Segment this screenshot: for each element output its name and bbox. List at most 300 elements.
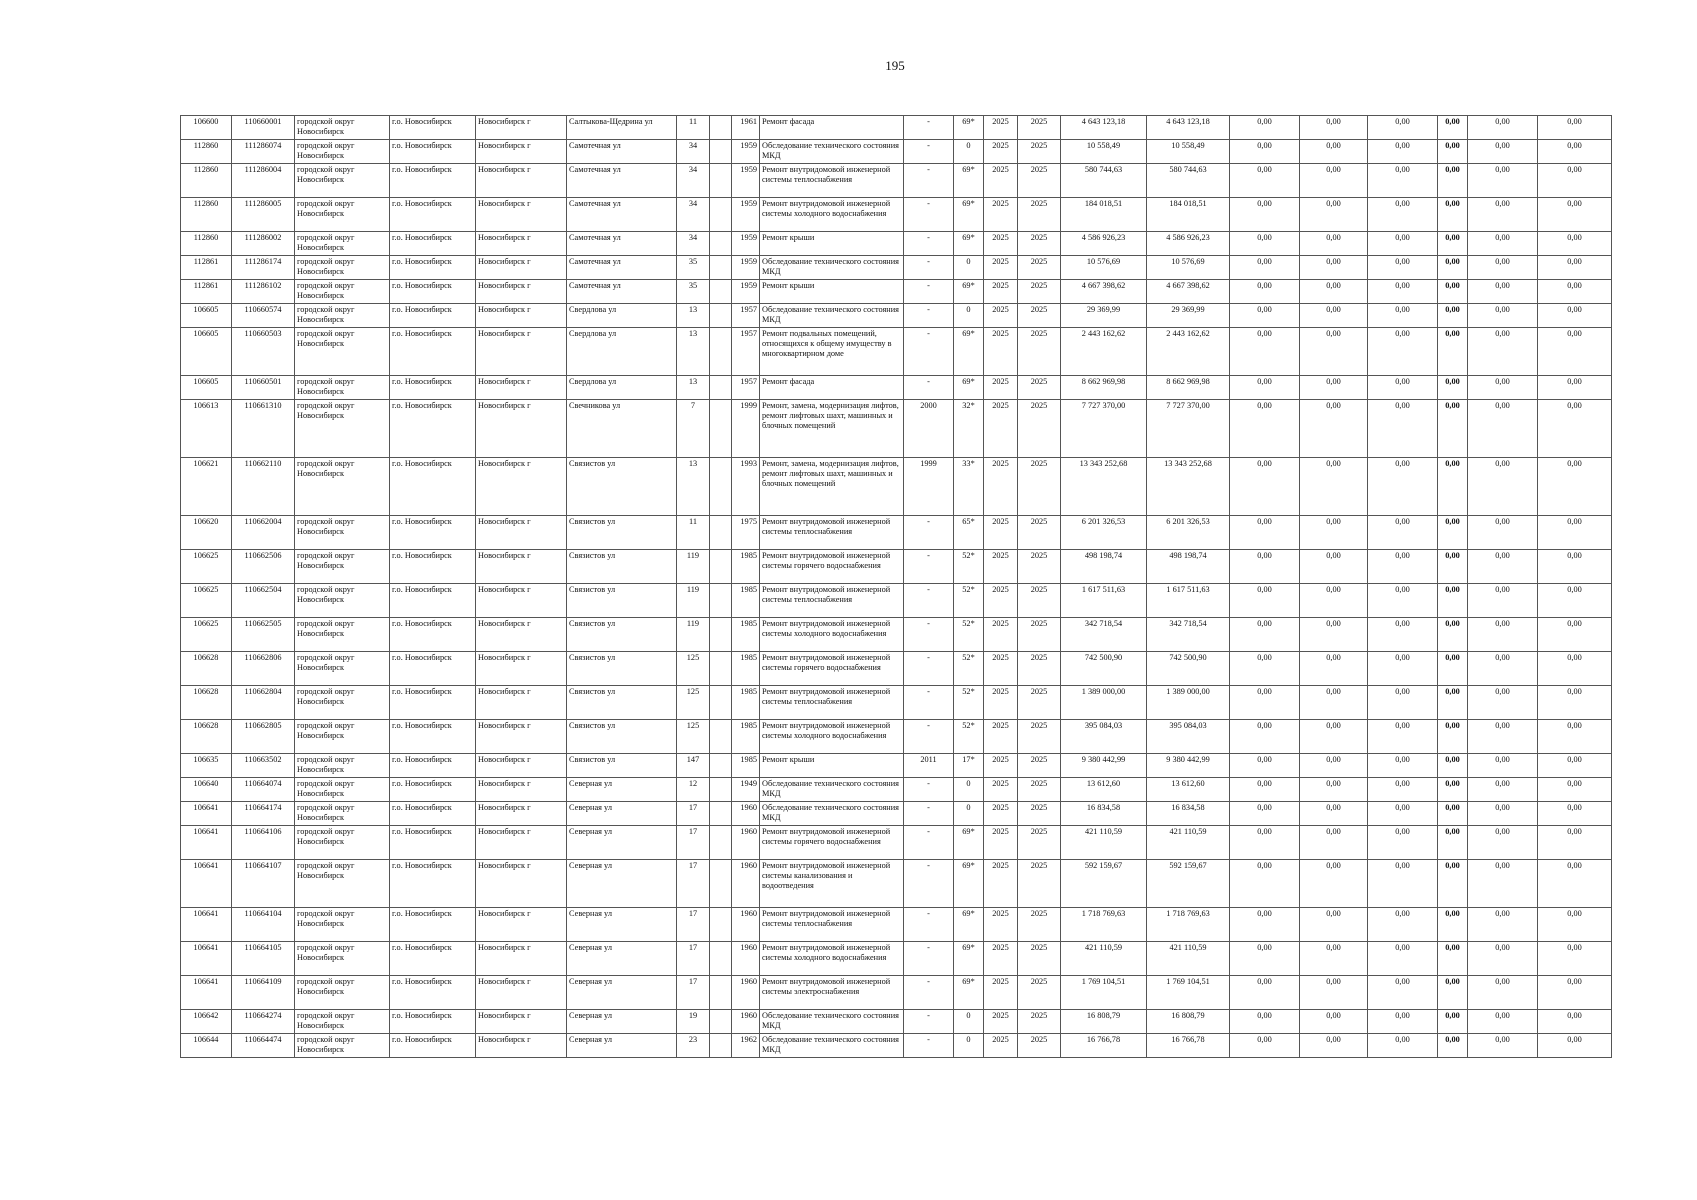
- cell-plan-year-end: 2025: [1018, 376, 1061, 400]
- cell-cost-col-5: 0,00: [1468, 164, 1538, 198]
- cell-house-id: 106628: [181, 686, 232, 720]
- cell-total-cost: 2 443 162,62: [1061, 328, 1147, 376]
- cell-cost-col-4: 0,00: [1438, 754, 1468, 778]
- cell-cost-col-5: 0,00: [1468, 516, 1538, 550]
- cell-municipal-district: городской округ Новосибирск: [295, 328, 390, 376]
- cell-house-number: 34: [677, 164, 710, 198]
- cell-total-cost: 342 718,54: [1061, 618, 1147, 652]
- cell-work-id: 110664107: [232, 860, 295, 908]
- cell-fund-cost: 16 766,78: [1147, 1034, 1230, 1058]
- cell-last-repair-year: -: [904, 942, 954, 976]
- cell-fund-cost: 342 718,54: [1147, 618, 1230, 652]
- cell-street: Северная ул: [567, 826, 677, 860]
- cell-work-type: Ремонт внутридомовой инженерной системы горячего водоснабжения: [760, 550, 904, 584]
- cell-building: [710, 256, 732, 280]
- cell-city: Новосибирск г: [476, 686, 567, 720]
- cell-municipal-district: городской округ Новосибирск: [295, 584, 390, 618]
- cell-cost-col-6: 0,00: [1538, 458, 1612, 516]
- cell-building: [710, 280, 732, 304]
- cell-house-number: 125: [677, 686, 710, 720]
- cell-build-year: 1985: [732, 652, 760, 686]
- cell-work-type: Ремонт внутридомовой инженерной системы теплоснабжения: [760, 516, 904, 550]
- cell-cost-col-4: 0,00: [1438, 400, 1468, 458]
- cell-work-type: Обследование технического состояния МКД: [760, 1010, 904, 1034]
- cell-cost-col-6: 0,00: [1538, 942, 1612, 976]
- cell-cost-col-3: 0,00: [1368, 908, 1438, 942]
- cell-last-repair-year: -: [904, 1034, 954, 1058]
- table-row: [181, 140, 1612, 164]
- cell-cost-col-1: 0,00: [1230, 550, 1300, 584]
- cell-work-id: 110662805: [232, 720, 295, 754]
- cell-cost-col-2: 0,00: [1300, 116, 1368, 140]
- cell-total-cost: 592 159,67: [1061, 860, 1147, 908]
- cell-total-cost: 6 201 326,53: [1061, 516, 1147, 550]
- cell-cost-col-1: 0,00: [1230, 376, 1300, 400]
- cell-building: [710, 686, 732, 720]
- cell-street: Северная ул: [567, 976, 677, 1010]
- table-row: [181, 618, 1612, 652]
- cell-municipal-district: городской округ Новосибирск: [295, 550, 390, 584]
- cell-cost-col-4: 0,00: [1438, 1010, 1468, 1034]
- cell-last-repair-year: -: [904, 1010, 954, 1034]
- cell-fund-cost: 580 744,63: [1147, 164, 1230, 198]
- cell-settlement: г.о. Новосибирск: [390, 256, 476, 280]
- cell-settlement: г.о. Новосибирск: [390, 550, 476, 584]
- cell-last-repair-year: -: [904, 652, 954, 686]
- cell-cost-col-5: 0,00: [1468, 140, 1538, 164]
- cell-cost-col-4: 0,00: [1438, 458, 1468, 516]
- cell-work-type: Ремонт фасада: [760, 376, 904, 400]
- cell-build-year: 1993: [732, 458, 760, 516]
- table-row: [181, 720, 1612, 754]
- cell-cost-col-3: 0,00: [1368, 686, 1438, 720]
- cell-house-id: 106641: [181, 976, 232, 1010]
- cell-work-id: 110661310: [232, 400, 295, 458]
- cell-cost-col-4: 0,00: [1438, 116, 1468, 140]
- cell-fund-cost: 10 558,49: [1147, 140, 1230, 164]
- cell-build-year: 1959: [732, 256, 760, 280]
- cell-street: Северная ул: [567, 1010, 677, 1034]
- cell-cost-col-3: 0,00: [1368, 652, 1438, 686]
- cell-total-cost: 4 643 123,18: [1061, 116, 1147, 140]
- cell-cost-col-3: 0,00: [1368, 328, 1438, 376]
- cell-settlement: г.о. Новосибирск: [390, 232, 476, 256]
- cell-settlement: г.о. Новосибирск: [390, 198, 476, 232]
- cell-plan-year-start: 2025: [984, 232, 1018, 256]
- cell-fund-cost: 742 500,90: [1147, 652, 1230, 686]
- cell-cost-col-4: 0,00: [1438, 802, 1468, 826]
- cell-city: Новосибирск г: [476, 140, 567, 164]
- cell-cost-col-6: 0,00: [1538, 198, 1612, 232]
- cell-fund-cost: 16 808,79: [1147, 1010, 1230, 1034]
- cell-wear-percent: 69*: [954, 826, 984, 860]
- cell-total-cost: 184 018,51: [1061, 198, 1147, 232]
- cell-settlement: г.о. Новосибирск: [390, 860, 476, 908]
- table-row: [181, 584, 1612, 618]
- cell-build-year: 1949: [732, 778, 760, 802]
- cell-wear-percent: 69*: [954, 942, 984, 976]
- cell-total-cost: 16 808,79: [1061, 1010, 1147, 1034]
- cell-last-repair-year: -: [904, 140, 954, 164]
- cell-plan-year-start: 2025: [984, 140, 1018, 164]
- cell-settlement: г.о. Новосибирск: [390, 618, 476, 652]
- cell-work-id: 110664106: [232, 826, 295, 860]
- cell-settlement: г.о. Новосибирск: [390, 400, 476, 458]
- cell-house-number: 35: [677, 256, 710, 280]
- cell-cost-col-1: 0,00: [1230, 908, 1300, 942]
- cell-building: [710, 198, 732, 232]
- table-row: [181, 400, 1612, 458]
- cell-settlement: г.о. Новосибирск: [390, 458, 476, 516]
- cell-cost-col-6: 0,00: [1538, 720, 1612, 754]
- cell-cost-col-1: 0,00: [1230, 686, 1300, 720]
- cell-build-year: 1961: [732, 116, 760, 140]
- cell-cost-col-3: 0,00: [1368, 1010, 1438, 1034]
- cell-plan-year-end: 2025: [1018, 328, 1061, 376]
- cell-build-year: 1962: [732, 1034, 760, 1058]
- cell-cost-col-4: 0,00: [1438, 908, 1468, 942]
- cell-house-number: 11: [677, 116, 710, 140]
- cell-municipal-district: городской округ Новосибирск: [295, 164, 390, 198]
- cell-plan-year-start: 2025: [984, 720, 1018, 754]
- cell-municipal-district: городской округ Новосибирск: [295, 778, 390, 802]
- cell-cost-col-1: 0,00: [1230, 280, 1300, 304]
- cell-build-year: 1959: [732, 164, 760, 198]
- cell-street: Самотечная ул: [567, 280, 677, 304]
- cell-plan-year-end: 2025: [1018, 256, 1061, 280]
- cell-house-id: 106628: [181, 652, 232, 686]
- cell-total-cost: 4 586 926,23: [1061, 232, 1147, 256]
- cell-last-repair-year: -: [904, 778, 954, 802]
- table-row: [181, 116, 1612, 140]
- cell-work-type: Обследование технического состояния МКД: [760, 140, 904, 164]
- cell-work-type: Ремонт внутридомовой инженерной системы холодного водоснабжения: [760, 618, 904, 652]
- cell-total-cost: 8 662 969,98: [1061, 376, 1147, 400]
- cell-work-id: 110662505: [232, 618, 295, 652]
- cell-fund-cost: 29 369,99: [1147, 304, 1230, 328]
- table-row: [181, 198, 1612, 232]
- cell-house-number: 13: [677, 328, 710, 376]
- cell-cost-col-1: 0,00: [1230, 400, 1300, 458]
- cell-city: Новосибирск г: [476, 232, 567, 256]
- cell-work-type: Ремонт фасада: [760, 116, 904, 140]
- cell-cost-col-4: 0,00: [1438, 328, 1468, 376]
- cell-fund-cost: 592 159,67: [1147, 860, 1230, 908]
- cell-cost-col-4: 0,00: [1438, 942, 1468, 976]
- cell-municipal-district: городской округ Новосибирск: [295, 618, 390, 652]
- cell-cost-col-1: 0,00: [1230, 584, 1300, 618]
- cell-plan-year-end: 2025: [1018, 778, 1061, 802]
- cell-last-repair-year: -: [904, 198, 954, 232]
- cell-cost-col-5: 0,00: [1468, 256, 1538, 280]
- cell-building: [710, 140, 732, 164]
- cell-house-id: 106641: [181, 908, 232, 942]
- cell-wear-percent: 69*: [954, 116, 984, 140]
- cell-plan-year-start: 2025: [984, 376, 1018, 400]
- cell-wear-percent: 69*: [954, 976, 984, 1010]
- cell-cost-col-1: 0,00: [1230, 256, 1300, 280]
- cell-house-id: 112861: [181, 256, 232, 280]
- cell-cost-col-1: 0,00: [1230, 778, 1300, 802]
- cell-cost-col-2: 0,00: [1300, 400, 1368, 458]
- cell-cost-col-1: 0,00: [1230, 1010, 1300, 1034]
- cell-cost-col-4: 0,00: [1438, 618, 1468, 652]
- cell-plan-year-end: 2025: [1018, 400, 1061, 458]
- cell-building: [710, 376, 732, 400]
- cell-house-id: 112860: [181, 232, 232, 256]
- cell-municipal-district: городской округ Новосибирск: [295, 304, 390, 328]
- cell-plan-year-end: 2025: [1018, 164, 1061, 198]
- cell-settlement: г.о. Новосибирск: [390, 376, 476, 400]
- cell-cost-col-1: 0,00: [1230, 802, 1300, 826]
- cell-wear-percent: 0: [954, 304, 984, 328]
- cell-plan-year-start: 2025: [984, 328, 1018, 376]
- cell-street: Северная ул: [567, 908, 677, 942]
- cell-city: Новосибирск г: [476, 256, 567, 280]
- cell-house-id: 106625: [181, 584, 232, 618]
- cell-city: Новосибирск г: [476, 116, 567, 140]
- table-row: [181, 826, 1612, 860]
- cell-cost-col-5: 0,00: [1468, 1010, 1538, 1034]
- table-row: [181, 942, 1612, 976]
- cell-house-number: 12: [677, 778, 710, 802]
- cell-cost-col-5: 0,00: [1468, 116, 1538, 140]
- cell-build-year: 1985: [732, 550, 760, 584]
- cell-house-id: 112860: [181, 198, 232, 232]
- cell-cost-col-5: 0,00: [1468, 328, 1538, 376]
- cell-cost-col-6: 0,00: [1538, 256, 1612, 280]
- cell-cost-col-6: 0,00: [1538, 618, 1612, 652]
- cell-fund-cost: 7 727 370,00: [1147, 400, 1230, 458]
- cell-street: Связистов ул: [567, 458, 677, 516]
- cell-build-year: 1959: [732, 140, 760, 164]
- cell-cost-col-1: 0,00: [1230, 328, 1300, 376]
- cell-build-year: 1959: [732, 232, 760, 256]
- cell-cost-col-3: 0,00: [1368, 1034, 1438, 1058]
- cell-work-id: 110664104: [232, 908, 295, 942]
- cell-cost-col-3: 0,00: [1368, 198, 1438, 232]
- cell-building: [710, 754, 732, 778]
- cell-cost-col-3: 0,00: [1368, 976, 1438, 1010]
- cell-work-type: Ремонт внутридомовой инженерной системы горячего водоснабжения: [760, 826, 904, 860]
- cell-work-type: Ремонт крыши: [760, 280, 904, 304]
- cell-cost-col-6: 0,00: [1538, 1034, 1612, 1058]
- cell-cost-col-5: 0,00: [1468, 754, 1538, 778]
- cell-cost-col-1: 0,00: [1230, 754, 1300, 778]
- cell-cost-col-6: 0,00: [1538, 976, 1612, 1010]
- table-row: [181, 304, 1612, 328]
- cell-cost-col-1: 0,00: [1230, 140, 1300, 164]
- cell-total-cost: 421 110,59: [1061, 826, 1147, 860]
- cell-house-id: 106621: [181, 458, 232, 516]
- cell-city: Новосибирск г: [476, 942, 567, 976]
- cell-city: Новосибирск г: [476, 304, 567, 328]
- cell-work-id: 110664274: [232, 1010, 295, 1034]
- cell-cost-col-3: 0,00: [1368, 232, 1438, 256]
- cell-total-cost: 13 612,60: [1061, 778, 1147, 802]
- table-row: [181, 976, 1612, 1010]
- cell-work-type: Ремонт внутридомовой инженерной системы холодного водоснабжения: [760, 198, 904, 232]
- cell-settlement: г.о. Новосибирск: [390, 976, 476, 1010]
- cell-work-id: 110662506: [232, 550, 295, 584]
- cell-settlement: г.о. Новосибирск: [390, 516, 476, 550]
- cell-city: Новосибирск г: [476, 778, 567, 802]
- cell-building: [710, 550, 732, 584]
- cell-building: [710, 976, 732, 1010]
- cell-wear-percent: 52*: [954, 720, 984, 754]
- cell-cost-col-4: 0,00: [1438, 376, 1468, 400]
- cell-cost-col-4: 0,00: [1438, 1034, 1468, 1058]
- cell-cost-col-4: 0,00: [1438, 778, 1468, 802]
- cell-cost-col-5: 0,00: [1468, 618, 1538, 652]
- cell-cost-col-5: 0,00: [1468, 942, 1538, 976]
- cell-cost-col-3: 0,00: [1368, 516, 1438, 550]
- cell-wear-percent: 52*: [954, 618, 984, 652]
- cell-house-id: 106635: [181, 754, 232, 778]
- cell-city: Новосибирск г: [476, 860, 567, 908]
- cell-cost-col-1: 0,00: [1230, 164, 1300, 198]
- cell-cost-col-3: 0,00: [1368, 116, 1438, 140]
- cell-work-id: 110660503: [232, 328, 295, 376]
- cell-total-cost: 9 380 442,99: [1061, 754, 1147, 778]
- cell-plan-year-end: 2025: [1018, 802, 1061, 826]
- cell-settlement: г.о. Новосибирск: [390, 1034, 476, 1058]
- cell-cost-col-2: 0,00: [1300, 802, 1368, 826]
- cell-cost-col-2: 0,00: [1300, 140, 1368, 164]
- table-row: [181, 686, 1612, 720]
- cell-fund-cost: 1 718 769,63: [1147, 908, 1230, 942]
- cell-cost-col-2: 0,00: [1300, 516, 1368, 550]
- cell-building: [710, 116, 732, 140]
- cell-city: Новосибирск г: [476, 550, 567, 584]
- cell-cost-col-3: 0,00: [1368, 618, 1438, 652]
- cell-cost-col-2: 0,00: [1300, 826, 1368, 860]
- cell-plan-year-start: 2025: [984, 458, 1018, 516]
- cell-plan-year-start: 2025: [984, 860, 1018, 908]
- cell-plan-year-end: 2025: [1018, 1010, 1061, 1034]
- cell-plan-year-start: 2025: [984, 802, 1018, 826]
- cell-work-type: Ремонт внутридомовой инженерной системы теплоснабжения: [760, 908, 904, 942]
- cell-street: Северная ул: [567, 860, 677, 908]
- cell-work-type: Обследование технического состояния МКД: [760, 304, 904, 328]
- cell-settlement: г.о. Новосибирск: [390, 164, 476, 198]
- cell-cost-col-4: 0,00: [1438, 652, 1468, 686]
- cell-cost-col-6: 0,00: [1538, 304, 1612, 328]
- cell-cost-col-1: 0,00: [1230, 942, 1300, 976]
- cell-plan-year-start: 2025: [984, 652, 1018, 686]
- cell-municipal-district: городской округ Новосибирск: [295, 458, 390, 516]
- cell-cost-col-4: 0,00: [1438, 584, 1468, 618]
- cell-plan-year-end: 2025: [1018, 976, 1061, 1010]
- cell-house-id: 106641: [181, 942, 232, 976]
- cell-total-cost: 1 769 104,51: [1061, 976, 1147, 1010]
- cell-city: Новосибирск г: [476, 908, 567, 942]
- cell-cost-col-2: 0,00: [1300, 618, 1368, 652]
- cell-street: Северная ул: [567, 802, 677, 826]
- cell-work-id: 110662804: [232, 686, 295, 720]
- table-row: [181, 458, 1612, 516]
- cell-plan-year-start: 2025: [984, 164, 1018, 198]
- cell-total-cost: 1 389 000,00: [1061, 686, 1147, 720]
- cell-house-number: 119: [677, 550, 710, 584]
- cell-build-year: 1960: [732, 942, 760, 976]
- cell-last-repair-year: -: [904, 232, 954, 256]
- cell-cost-col-5: 0,00: [1468, 198, 1538, 232]
- cell-cost-col-1: 0,00: [1230, 652, 1300, 686]
- cell-total-cost: 13 343 252,68: [1061, 458, 1147, 516]
- cell-building: [710, 1010, 732, 1034]
- cell-municipal-district: городской округ Новосибирск: [295, 400, 390, 458]
- cell-total-cost: 16 834,58: [1061, 802, 1147, 826]
- cell-cost-col-1: 0,00: [1230, 516, 1300, 550]
- cell-house-number: 34: [677, 198, 710, 232]
- cell-cost-col-3: 0,00: [1368, 164, 1438, 198]
- cell-city: Новосибирск г: [476, 376, 567, 400]
- cell-cost-col-4: 0,00: [1438, 550, 1468, 584]
- table-row: [181, 516, 1612, 550]
- cell-plan-year-end: 2025: [1018, 458, 1061, 516]
- cell-build-year: 1960: [732, 802, 760, 826]
- cell-municipal-district: городской округ Новосибирск: [295, 652, 390, 686]
- cell-house-id: 106620: [181, 516, 232, 550]
- cell-cost-col-2: 0,00: [1300, 860, 1368, 908]
- cell-cost-col-2: 0,00: [1300, 304, 1368, 328]
- cell-cost-col-5: 0,00: [1468, 720, 1538, 754]
- cell-last-repair-year: -: [904, 720, 954, 754]
- cell-building: [710, 164, 732, 198]
- cell-build-year: 1985: [732, 720, 760, 754]
- cell-last-repair-year: -: [904, 256, 954, 280]
- cell-city: Новосибирск г: [476, 618, 567, 652]
- cell-house-number: 147: [677, 754, 710, 778]
- cell-plan-year-start: 2025: [984, 1034, 1018, 1058]
- cell-city: Новосибирск г: [476, 584, 567, 618]
- cell-cost-col-6: 0,00: [1538, 140, 1612, 164]
- cell-municipal-district: городской округ Новосибирск: [295, 280, 390, 304]
- cell-city: Новосибирск г: [476, 720, 567, 754]
- cell-work-id: 110660501: [232, 376, 295, 400]
- cell-building: [710, 802, 732, 826]
- cell-last-repair-year: -: [904, 280, 954, 304]
- cell-house-number: 13: [677, 376, 710, 400]
- cell-city: Новосибирск г: [476, 400, 567, 458]
- cell-cost-col-2: 0,00: [1300, 908, 1368, 942]
- cell-total-cost: 498 198,74: [1061, 550, 1147, 584]
- cell-cost-col-2: 0,00: [1300, 232, 1368, 256]
- cell-fund-cost: 4 586 926,23: [1147, 232, 1230, 256]
- cell-build-year: 1960: [732, 908, 760, 942]
- cell-cost-col-2: 0,00: [1300, 686, 1368, 720]
- cell-settlement: г.о. Новосибирск: [390, 280, 476, 304]
- table-row: [181, 232, 1612, 256]
- cell-cost-col-2: 0,00: [1300, 328, 1368, 376]
- cell-wear-percent: 52*: [954, 686, 984, 720]
- cell-building: [710, 232, 732, 256]
- cell-total-cost: 1 718 769,63: [1061, 908, 1147, 942]
- cell-house-id: 106641: [181, 802, 232, 826]
- cell-cost-col-2: 0,00: [1300, 942, 1368, 976]
- cell-build-year: 1957: [732, 376, 760, 400]
- cell-build-year: 1959: [732, 198, 760, 232]
- capital-repair-table: [180, 115, 1612, 1058]
- cell-cost-col-2: 0,00: [1300, 280, 1368, 304]
- cell-work-type: Ремонт внутридомовой инженерной системы холодного водоснабжения: [760, 720, 904, 754]
- cell-cost-col-4: 0,00: [1438, 256, 1468, 280]
- cell-build-year: 1985: [732, 584, 760, 618]
- cell-cost-col-3: 0,00: [1368, 942, 1438, 976]
- cell-work-type: Ремонт внутридомовой инженерной системы электроснабжения: [760, 976, 904, 1010]
- cell-cost-col-5: 0,00: [1468, 400, 1538, 458]
